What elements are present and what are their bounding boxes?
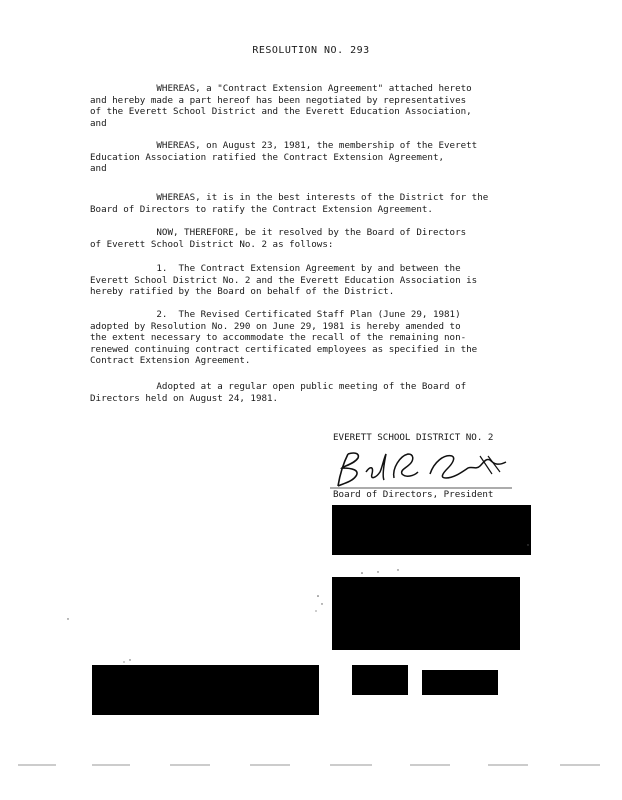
paragraph-whereas-3: WHEREAS, it is in the best interests of the District for the Board of Directors to ratify the Contract Extension Agreement. [90, 192, 489, 215]
paragraph-item-1: 1. The Contract Extension Agreement by and between the Everett School District No. 2 and the Everett Education Association is hereby ratified by the Board on behalf of the District. [90, 263, 478, 298]
paragraph-now-therefore: NOW, THEREFORE, be it resolved by the Board of Directors of Everett School District No. 2 as follows: [90, 227, 467, 250]
paragraph-whereas-1: WHEREAS, a "Contract Extension Agreement" attached hereto and hereby made a part hereof has been negotiated by representatives of the Everett School District and the Everett Education Association, and [90, 83, 472, 129]
handwritten-signature [330, 448, 520, 490]
paragraph-adopted: Adopted at a regular open public meeting of the Board of Directors held on August 24, 1981. [90, 381, 467, 404]
signature-organization: EVERETT SCHOOL DISTRICT NO. 2 [333, 432, 494, 443]
redaction-block [332, 577, 520, 650]
redaction-block [352, 665, 408, 695]
redaction-block [422, 670, 498, 695]
paragraph-whereas-2: WHEREAS, on August 23, 1981, the membership of the Everett Education Association ratified the Contract Extension Agreement, and [90, 140, 478, 175]
redaction-block [92, 665, 319, 715]
paragraph-item-2: 2. The Revised Certificated Staff Plan (June 29, 1981) adopted by Resolution No. 290 on June 29, 1981 is hereby amended to the extent necessary to accommodate the recall of the remaining non- renewed continuing contract certificated employees as specified in the Contract Extension Agreement. [90, 309, 478, 367]
resolution-title: RESOLUTION NO. 293 [252, 45, 370, 56]
redaction-block [332, 505, 531, 555]
signature-role: Board of Directors, President [333, 489, 494, 500]
